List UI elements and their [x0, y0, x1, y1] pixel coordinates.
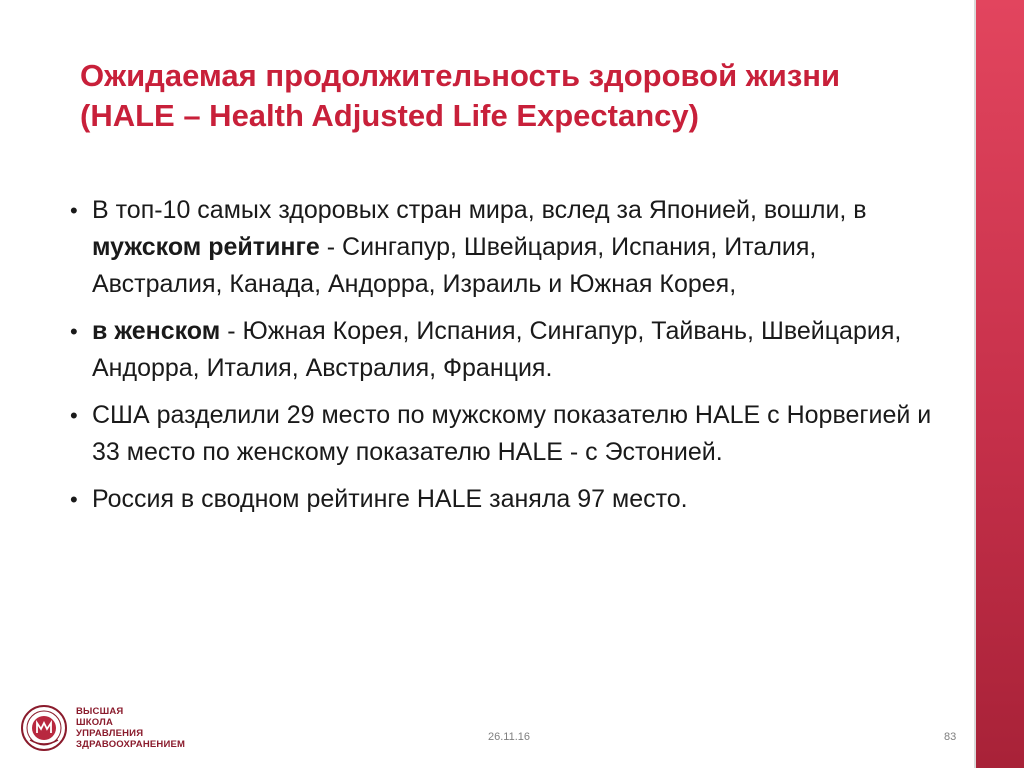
bullet-text-bold: мужском рейтинге: [92, 233, 320, 261]
bullet-text: Россия в сводном рейтинге HALE заняла 97 место.: [92, 485, 688, 513]
slide-title: [80, 56, 960, 136]
bullet-text-bold: в женском: [92, 317, 221, 345]
bullet-list: [70, 192, 950, 528]
bullet-dot-icon: •: [70, 198, 78, 223]
logo-text-line: УПРАВЛЕНИЯ: [76, 728, 144, 739]
logo-text: [76, 706, 185, 750]
decorative-accent-band: [976, 0, 1024, 768]
bullet-item: [70, 192, 950, 303]
bullet-text: - Сингапур, Швейцария, Испания, Италия, Австралия, Канада, Андорра, Израиль и Южная Корея,: [92, 233, 817, 298]
bullet-item: [70, 481, 950, 518]
bullet-item: [70, 313, 950, 387]
bullet-dot-icon: •: [70, 403, 78, 428]
slide-page-number: 83: [944, 731, 957, 743]
university-emblem-icon: [20, 704, 68, 752]
slide-title-line-2: (HALE – Health Adjusted Life Expectancy): [80, 98, 699, 133]
bullet-text: - Южная Корея, Испания, Сингапур, Тайвань, Швейцария, Андорра, Италия, Австралия, Франция.: [92, 317, 902, 382]
logo-text-line: ВЫСШАЯ: [76, 706, 124, 717]
bullet-item: [70, 397, 950, 471]
bullet-dot-icon: •: [70, 319, 78, 344]
slide-date: 26.11.16: [488, 731, 531, 743]
bullet-text: США разделили 29 место по мужскому показателю HALE с Норвегией и 33 место по женскому показателю HALE - с Эстонией.: [92, 401, 932, 466]
slide-title-line-1: Ожидаемая продолжительность здоровой жизни: [80, 58, 841, 93]
logo-text-line: ШКОЛА: [76, 717, 114, 728]
bullet-dot-icon: •: [70, 487, 78, 512]
school-logo: [20, 704, 185, 752]
logo-text-line: ЗДРАВООХРАНЕНИЕМ: [76, 739, 186, 750]
bullet-text: В топ-10 самых здоровых стран мира, вслед за Японией, вошли, в: [92, 196, 867, 224]
